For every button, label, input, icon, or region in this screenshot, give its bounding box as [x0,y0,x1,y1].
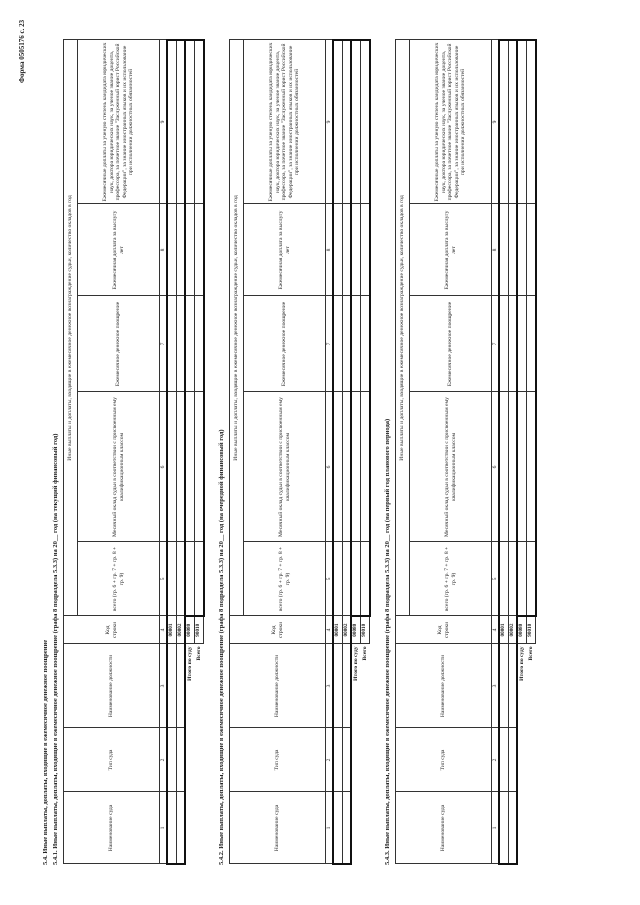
subtotal-code: 00080 [185,616,194,644]
cell-col7[interactable] [508,296,517,392]
cell-col9[interactable] [167,40,176,204]
subtotal-col8[interactable] [351,204,360,296]
subtotal-row [351,40,360,864]
cell-position[interactable] [342,644,351,728]
cell-court-name[interactable] [499,792,508,864]
col-number: 8 [492,204,500,296]
row-code: 00002 [342,616,351,644]
col-number: 5 [160,542,168,616]
grand-total-col6[interactable] [527,392,536,542]
subtotal-label: Итого по суду [353,646,360,681]
col-number: 5 [326,542,334,616]
subtotal-code: 00080 [351,616,360,644]
subsection-title: 5.4.1. Иные выплаты, доплаты, входящие в ежемесячное денежное поощрение (графа 8 подраздела 5.3.3) на 20__ год (на текущий финансовый год) [52,433,59,865]
cell-court-name[interactable] [176,792,185,864]
grand-total-total[interactable] [361,542,370,616]
grand-total-col8[interactable] [195,204,204,296]
cell-col9[interactable] [499,40,508,204]
cell-total[interactable] [499,542,508,616]
header-col9: Ежемесячные доплаты за ученую степень кандидата юридических наук, доктора юридических наук, за ученое звание доцента, профессора, за почетное звание "Заслуженный юрист Российской Федерации", за знание иностранных языков и их использование при исполнении должностных обязанностей [244,40,326,204]
grand-total-col7[interactable] [527,296,536,392]
col-number: 9 [326,40,334,204]
subtotal-code: 00080 [517,616,526,644]
header-col8: Ежемесячная доплата за выслугу лет [78,204,160,296]
subsection-title: 5.4.2. Иные выплаты, доплаты, входящие в ежемесячное денежное поощрение (графа 8 подраздела 5.3.3) на 20__ год (на очередной финансовый год) [218,429,225,865]
grand-total-code: 90010 [195,616,204,644]
subtotal-row [517,40,526,864]
cell-col6[interactable] [333,392,342,542]
subtotal-total[interactable] [351,542,360,616]
header-group: Иные выплаты и доплаты, входящие в ежемесячное денежное вознаграждение судьи, количество окладов в год [396,40,410,616]
header-col9: Ежемесячные доплаты за ученую степень кандидата юридических наук, доктора юридических наук, за ученое звание доцента, профессора, за почетное звание "Заслуженный юрист Российской Федерации", за знание иностранных языков и их использование при исполнении должностных обязанностей [78,40,160,204]
cell-court-type[interactable] [176,728,185,792]
cell-total[interactable] [176,542,185,616]
cell-court-name[interactable] [167,792,176,864]
grand-total-label: Всего [528,646,535,661]
cell-col7[interactable] [333,296,342,392]
header-total: всего (гр. 6 + гр. 7 + гр. 8 + гр. 9) [78,542,160,616]
subtotal-total[interactable] [185,542,194,616]
subtotal-col7[interactable] [517,296,526,392]
grand-total-row [195,40,204,864]
subsection-table [229,39,371,865]
header-group: Иные выплаты и доплаты, входящие в ежемесячное денежное вознаграждение судьи, количество окладов в год [64,40,78,616]
cell-position[interactable] [508,644,517,728]
cell-position[interactable] [167,644,176,728]
cell-position[interactable] [333,644,342,728]
cell-col7[interactable] [499,296,508,392]
col-number: 5 [492,542,500,616]
grand-total-col8[interactable] [361,204,370,296]
grand-total-code: 90010 [527,616,536,644]
grand-total-col9[interactable] [361,40,370,204]
col-number: 7 [326,296,334,392]
col-number: 3 [326,644,334,728]
header-position: Наименование должности [230,644,326,728]
header-total: всего (гр. 6 + гр. 7 + гр. 8 + гр. 9) [410,542,492,616]
subtotal-col6[interactable] [517,392,526,542]
header-group: Иные выплаты и доплаты, входящие в ежемесячное денежное вознаграждение судьи, количество окладов в год [230,40,244,616]
col-number: 8 [326,204,334,296]
subtotal-col8[interactable] [517,204,526,296]
cell-total[interactable] [167,542,176,616]
cell-col7[interactable] [176,296,185,392]
grand-total-col7[interactable] [195,296,204,392]
col-number: 3 [492,644,500,728]
header-col8: Ежемесячная доплата за выслугу лет [410,204,492,296]
header-court-type: Тип суда [396,728,492,792]
table-row [333,40,342,864]
header-court-name: Наименование суда [64,792,160,864]
subtotal-col9[interactable] [185,40,194,204]
col-number: 2 [160,728,168,792]
col-number: 6 [326,392,334,542]
header-col7: Ежемесячное денежное поощрение [78,296,160,392]
col-number: 9 [492,40,500,204]
col-number: 4 [492,616,500,644]
cell-position[interactable] [499,644,508,728]
header-col7: Ежемесячное денежное поощрение [410,296,492,392]
cell-col8[interactable] [333,204,342,296]
grand-total-col7[interactable] [361,296,370,392]
header-position: Наименование должности [64,644,160,728]
header-col9: Ежемесячные доплаты за ученую степень кандидата юридических наук, доктора юридических наук, за ученое звание доцента, профессора, за почетное звание "Заслуженный юрист Российской Федерации", за знание иностранных языков и их использование при исполнении должностных обязанностей [410,40,492,204]
header-court-name: Наименование суда [230,792,326,864]
cell-court-name[interactable] [333,792,342,864]
subtotal-col9[interactable] [351,40,360,204]
col-number: 8 [160,204,168,296]
table-row [499,40,508,864]
header-line-code: Код строки [230,616,326,644]
col-number: 3 [160,644,168,728]
subtotal-col7[interactable] [185,296,194,392]
col-number: 9 [160,40,168,204]
col-number: 1 [492,792,500,864]
header-line-code: Код строки [396,616,492,644]
table-row [508,40,517,864]
cell-total[interactable] [342,542,351,616]
subtotal-label: Итого по суду [187,646,194,681]
subsection-table [395,39,537,865]
form-code: Форма 0505176 с. 23 [18,19,26,83]
cell-court-type[interactable] [333,728,342,792]
cell-col6[interactable] [508,392,517,542]
subtotal-col7[interactable] [351,296,360,392]
col-number: 6 [492,392,500,542]
cell-col8[interactable] [508,204,517,296]
cell-col8[interactable] [342,204,351,296]
subtotal-label: Итого по суду [519,646,526,681]
cell-court-type[interactable] [499,728,508,792]
cell-court-type[interactable] [342,728,351,792]
header-col6: Месячный оклад судьи в соответствии с присвоенным ему квалификационным классом [78,392,160,542]
header-court-type: Тип суда [64,728,160,792]
section-title: 5.4. Иные выплаты, доплаты, входящие в ежемесячное денежное поощрение [42,639,49,865]
grand-total-col8[interactable] [527,204,536,296]
cell-col6[interactable] [167,392,176,542]
col-number: 6 [160,392,168,542]
cell-col8[interactable] [499,204,508,296]
table-row [342,40,351,864]
cell-total[interactable] [508,542,517,616]
grand-total-col6[interactable] [361,392,370,542]
cell-col7[interactable] [342,296,351,392]
grand-total-label: Всего [362,646,369,661]
table-row [176,40,185,864]
grand-total-total[interactable] [527,542,536,616]
row-code: 00002 [508,616,517,644]
cell-court-type[interactable] [167,728,176,792]
grand-total-label: Всего [196,646,203,661]
col-number: 7 [160,296,168,392]
header-position: Наименование должности [396,644,492,728]
header-col7: Ежемесячное денежное поощрение [244,296,326,392]
header-col6: Месячный оклад судьи в соответствии с присвоенным ему квалификационным классом [410,392,492,542]
subtotal-col6[interactable] [351,392,360,542]
col-number: 1 [160,792,168,864]
header-line-code: Код строки [64,616,160,644]
grand-total-total[interactable] [195,542,204,616]
subtotal-col8[interactable] [185,204,194,296]
cell-col9[interactable] [176,40,185,204]
subsection-title: 5.4.3. Иные выплаты, доплаты, входящие в ежемесячное денежное поощрение (графа 8 подраздела 5.3.3) на 20__ год (на первый год планового периода) [384,418,391,865]
col-number: 7 [492,296,500,392]
cell-col9[interactable] [342,40,351,204]
subtotal-col9[interactable] [517,40,526,204]
header-court-type: Тип суда [230,728,326,792]
cell-total[interactable] [333,542,342,616]
grand-total-row [527,40,536,864]
header-col6: Месячный оклад судьи в соответствии с присвоенным ему квалификационным классом [244,392,326,542]
cell-col6[interactable] [499,392,508,542]
subtotal-total[interactable] [517,542,526,616]
grand-total-row [361,40,370,864]
col-number: 1 [326,792,334,864]
col-number: 2 [492,728,500,792]
cell-col9[interactable] [508,40,517,204]
cell-col6[interactable] [342,392,351,542]
col-number: 2 [326,728,334,792]
subtotal-row [185,40,194,864]
grand-total-col9[interactable] [195,40,204,204]
cell-position[interactable] [176,644,185,728]
cell-col8[interactable] [167,204,176,296]
row-code: 00001 [333,616,342,644]
cell-col9[interactable] [333,40,342,204]
header-col8: Ежемесячная доплата за выслугу лет [244,204,326,296]
cell-col8[interactable] [176,204,185,296]
grand-total-code: 90010 [361,616,370,644]
col-number: 4 [160,616,168,644]
cell-col6[interactable] [176,392,185,542]
cell-court-type[interactable] [508,728,517,792]
cell-court-name[interactable] [508,792,517,864]
row-code: 00001 [167,616,176,644]
grand-total-col9[interactable] [527,40,536,204]
header-court-name: Наименование суда [396,792,492,864]
subtotal-col6[interactable] [185,392,194,542]
row-code: 00001 [499,616,508,644]
row-code: 00002 [176,616,185,644]
table-row [167,40,176,864]
cell-col7[interactable] [167,296,176,392]
cell-court-name[interactable] [342,792,351,864]
subsection-table [63,39,205,865]
grand-total-col6[interactable] [195,392,204,542]
col-number: 4 [326,616,334,644]
header-total: всего (гр. 6 + гр. 7 + гр. 8 + гр. 9) [244,542,326,616]
